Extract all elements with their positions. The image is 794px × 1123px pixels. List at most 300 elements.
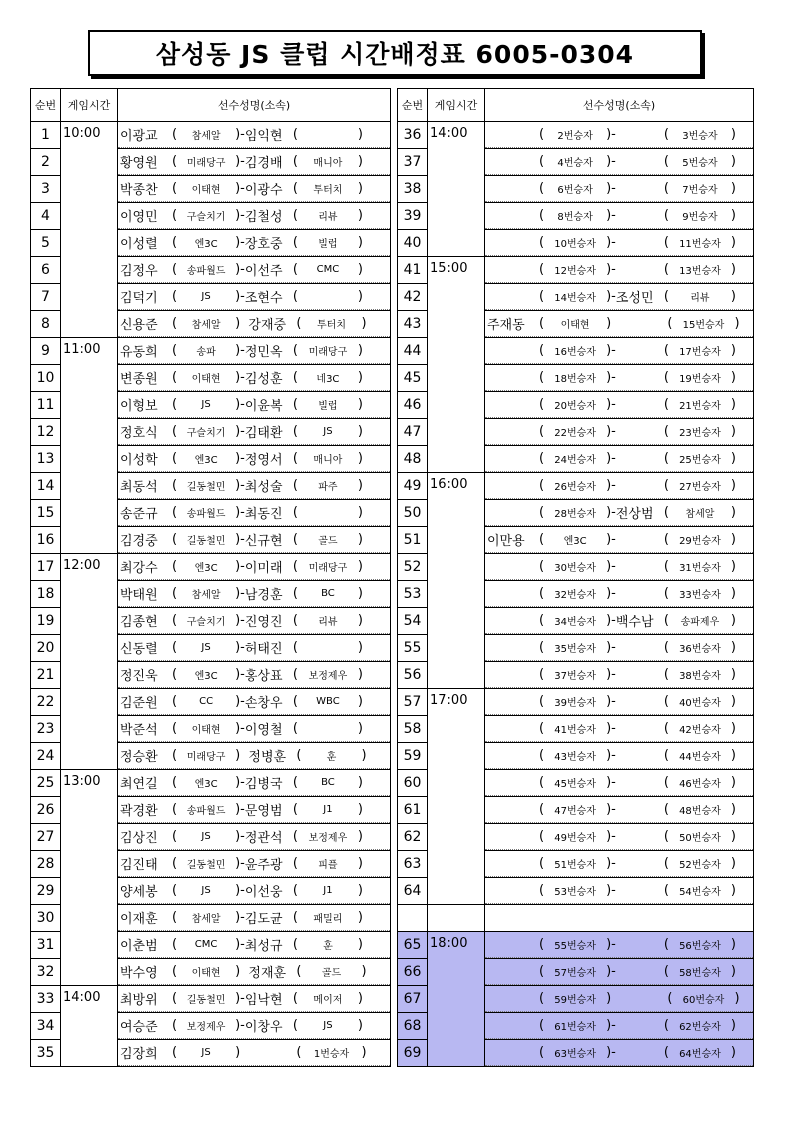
game-players: [118, 554, 391, 581]
paren-open: (: [292, 829, 298, 844]
paren-open: (: [172, 694, 178, 709]
paren-open: (: [292, 802, 298, 817]
players-line: [485, 500, 753, 526]
paren-open: (: [539, 289, 545, 304]
player-1-name: 이만용: [487, 534, 525, 549]
players-line: [485, 932, 753, 958]
player-1-name: 주재동: [487, 318, 525, 333]
paren-open: (: [172, 856, 178, 871]
paren-open: (: [172, 667, 178, 682]
player-1-club: 10번승자: [554, 239, 596, 250]
player-2-name: 이선웅: [244, 885, 283, 900]
player-1-club: 이태현: [191, 968, 221, 979]
player-1-club: 28번승자: [554, 509, 596, 520]
paren-open: (: [292, 991, 298, 1006]
player-1-club: 송파월드: [186, 266, 226, 277]
player-2-name: 김성훈: [244, 372, 283, 387]
paren-open: (: [539, 343, 545, 358]
paren-open: (: [292, 208, 298, 223]
player-2-club: 60번승자: [682, 995, 725, 1006]
paren-open: (: [663, 964, 669, 979]
game-players: [485, 581, 754, 608]
game-number: 25: [31, 770, 61, 797]
paren-close: ): [730, 829, 736, 844]
header-no: 순번: [31, 89, 61, 122]
game-number: 8: [31, 311, 61, 338]
player-1-club: 6번승자: [557, 185, 593, 196]
paren-close-dash: )-: [235, 208, 245, 223]
paren-open: (: [292, 856, 298, 871]
players-line: [118, 770, 390, 796]
players-line: [485, 419, 753, 445]
player-1-name: 김정우: [120, 264, 158, 279]
game-players: [485, 176, 754, 203]
players-line: [485, 149, 753, 175]
player-2-club: 빌럽: [318, 239, 338, 250]
player-2-name: 진영진: [244, 615, 283, 630]
paren-open: (: [663, 451, 669, 466]
paren-close-dash: )-: [606, 532, 616, 547]
paren-open: (: [172, 937, 178, 952]
game-number: 12: [31, 419, 61, 446]
paren-close-dash: ): [235, 964, 249, 979]
game-players: [485, 797, 754, 824]
game-number: 1: [31, 122, 61, 149]
player-2-club: 42번승자: [679, 725, 721, 736]
game-players: [485, 203, 754, 230]
paren-open: (: [172, 829, 178, 844]
paren-close: ): [730, 802, 736, 817]
player-2-club: JS: [323, 1020, 333, 1031]
players-line: [485, 176, 753, 202]
paren-close-dash: )-: [235, 721, 245, 736]
player-2-club: 64번승자: [679, 1049, 721, 1060]
game-players: [118, 581, 391, 608]
game-number: 63: [398, 851, 428, 878]
player-2-name: 이광수: [244, 183, 283, 198]
player-1-name: 이재훈: [120, 912, 158, 927]
player-1-club: 63번승자: [554, 1049, 596, 1060]
game-time: 11:00: [61, 338, 118, 554]
players-line: [485, 473, 753, 499]
players-line: [485, 446, 753, 472]
game-players: [485, 149, 754, 176]
game-time: 12:00: [61, 554, 118, 770]
player-2-club: 31번승자: [679, 563, 721, 574]
paren-close: ): [730, 478, 736, 493]
game-row: [398, 473, 754, 500]
players-line: [118, 662, 390, 688]
paren-open: (: [172, 586, 178, 601]
paren-open: (: [539, 775, 545, 790]
player-2-name: 손창우: [244, 696, 283, 711]
players-line: [485, 743, 753, 769]
header-no: 순번: [398, 89, 428, 122]
player-1-club: 송파월드: [186, 509, 226, 520]
player-1-name: 최강수: [120, 561, 158, 576]
paren-open: (: [292, 883, 298, 898]
paren-close-dash: )-: [235, 802, 245, 817]
game-players: [118, 851, 391, 878]
player-1-club: JS: [201, 399, 211, 410]
players-line: [118, 851, 390, 877]
paren-open: (: [172, 532, 178, 547]
game-players: [118, 743, 391, 770]
player-1-name: 송준규: [120, 507, 158, 522]
paren-close-dash: )-: [235, 532, 245, 547]
paren-open: (: [539, 721, 545, 736]
paren-close-dash: )-: [606, 640, 616, 655]
game-number: 18: [31, 581, 61, 608]
paren-open: (: [296, 964, 302, 979]
player-2-name: 이미래: [244, 561, 283, 576]
player-2-name: 이선주: [244, 264, 283, 279]
player-1-club: 4번승자: [557, 158, 593, 169]
player-2-club: 파주: [318, 482, 338, 493]
paren-close: ): [730, 127, 736, 142]
game-number: 4: [31, 203, 61, 230]
game-players: [118, 446, 391, 473]
paren-close: ): [357, 694, 363, 709]
paren-close: ): [357, 937, 363, 952]
schedule-table-right: [397, 88, 754, 1067]
player-1-club: 35번승자: [554, 644, 596, 655]
paren-close-dash: )-: [235, 181, 245, 196]
player-2-club: 참세알: [685, 509, 715, 520]
game-players: [118, 770, 391, 797]
paren-close-dash: )-: [235, 910, 245, 925]
paren-open: (: [292, 937, 298, 952]
game-number: 56: [398, 662, 428, 689]
game-number: 34: [31, 1013, 61, 1040]
game-number: 3: [31, 176, 61, 203]
game-number: 67: [398, 986, 428, 1013]
paren-close-dash: )-: [235, 370, 245, 385]
player-2-club: 40번승자: [679, 698, 721, 709]
game-number: [398, 905, 428, 932]
player-2-name: 신규현: [244, 534, 283, 549]
paren-close-dash: )-: [606, 586, 616, 601]
paren-close: ): [357, 883, 363, 898]
game-row: [398, 257, 754, 284]
player-1-name: 여승준: [120, 1020, 158, 1035]
player-1-club: 47번승자: [554, 806, 596, 817]
game-number: 52: [398, 554, 428, 581]
paren-close-dash: )-: [235, 667, 245, 682]
player-1-club: 61번승자: [554, 1022, 596, 1033]
player-2-name: 이영철: [244, 723, 283, 738]
paren-close-dash: ): [606, 991, 620, 1006]
players-line: [485, 689, 753, 715]
players-line: [118, 284, 390, 310]
paren-close-dash: ): [235, 1045, 249, 1060]
player-2-club: BC: [321, 588, 335, 599]
paren-close-dash: )-: [235, 856, 245, 871]
paren-close-dash: )-: [235, 343, 245, 358]
paren-close: ): [357, 829, 363, 844]
game-row: [31, 338, 391, 365]
paren-open: (: [172, 559, 178, 574]
game-number: 36: [398, 122, 428, 149]
player-1-club: 55번승자: [554, 941, 596, 952]
player-1-club: 길동철민: [186, 995, 226, 1006]
paren-open: (: [292, 910, 298, 925]
game-row: [398, 932, 754, 959]
player-2-club: 투터치: [313, 185, 343, 196]
game-number: 15: [31, 500, 61, 527]
game-players: [485, 473, 754, 500]
player-2-club: 54번승자: [679, 887, 721, 898]
paren-open: (: [172, 802, 178, 817]
players-line: [485, 365, 753, 391]
paren-open: (: [539, 829, 545, 844]
paren-open: (: [663, 370, 669, 385]
player-2-club: 13번승자: [679, 266, 721, 277]
player-2-club: 46번승자: [679, 779, 721, 790]
game-number: 59: [398, 743, 428, 770]
empty-row: [398, 905, 754, 932]
paren-close-dash: )-: [606, 424, 616, 439]
game-players: [485, 770, 754, 797]
paren-open: (: [539, 208, 545, 223]
paren-open: (: [172, 343, 178, 358]
game-time: 10:00: [61, 122, 118, 338]
paren-close-dash: )-: [235, 883, 245, 898]
paren-open: (: [172, 289, 178, 304]
game-players: [118, 500, 391, 527]
paren-open: (: [292, 397, 298, 412]
player-2-club: 56번승자: [679, 941, 721, 952]
paren-close: ): [361, 316, 367, 331]
game-number: 22: [31, 689, 61, 716]
player-1-club: 송파월드: [186, 806, 226, 817]
player-2-club: 메이저: [313, 995, 343, 1006]
paren-open: (: [172, 154, 178, 169]
player-2-club: WBC: [316, 696, 340, 707]
paren-open: (: [663, 775, 669, 790]
paren-close: ): [730, 451, 736, 466]
paren-close: ): [357, 802, 363, 817]
player-2-club: 리뷰: [318, 212, 338, 223]
player-1-name: 김진태: [120, 858, 158, 873]
paren-close: ): [357, 343, 363, 358]
paren-open: (: [292, 262, 298, 277]
players-line: [118, 689, 390, 715]
players-line: [118, 176, 390, 202]
page-title: 삼성동 JS 클럽 시간배정표 6005-0304: [88, 30, 702, 76]
game-number: 53: [398, 581, 428, 608]
player-2-club: J1: [323, 885, 333, 896]
paren-close-dash: )-: [235, 289, 245, 304]
game-players: [485, 338, 754, 365]
paren-close: ): [357, 127, 363, 142]
game-number: 7: [31, 284, 61, 311]
paren-open: (: [539, 964, 545, 979]
player-2-club: 1번승자: [313, 1049, 350, 1060]
paren-close: ): [357, 856, 363, 871]
paren-open: (: [172, 316, 178, 331]
game-players: [485, 230, 754, 257]
player-2-name: 조성민: [615, 291, 654, 306]
player-1-club: 엔3C: [194, 563, 218, 574]
players-line: [118, 230, 390, 256]
game-number: 65: [398, 932, 428, 959]
paren-open: (: [172, 235, 178, 250]
player-2-club: 리뷰: [318, 617, 338, 628]
players-line: [485, 608, 753, 634]
paren-close: ): [730, 856, 736, 871]
game-number: 29: [31, 878, 61, 905]
players-line: [485, 959, 753, 985]
player-1-club: 미래당구: [186, 158, 226, 169]
players-line: [118, 257, 390, 283]
paren-close-dash: )-: [235, 424, 245, 439]
game-players: [118, 878, 391, 905]
paren-open: (: [663, 208, 669, 223]
paren-open: (: [539, 1018, 545, 1033]
game-row: [31, 986, 391, 1013]
player-1-name: 이광교: [120, 129, 158, 144]
paren-open: (: [292, 181, 298, 196]
player-2-club: 21번승자: [679, 401, 721, 412]
paren-open: (: [539, 694, 545, 709]
paren-open: (: [172, 397, 178, 412]
players-line: [485, 203, 753, 229]
paren-close-dash: )-: [235, 829, 245, 844]
paren-open: (: [292, 127, 298, 142]
player-2-club: 3번승자: [682, 131, 718, 142]
game-players: [485, 257, 754, 284]
paren-open: (: [663, 154, 669, 169]
player-2-name: 정관석: [244, 831, 283, 846]
player-1-name: 박태원: [120, 588, 158, 603]
paren-close: ): [730, 883, 736, 898]
player-1-club: 송파: [196, 347, 216, 358]
paren-open: (: [292, 640, 298, 655]
paren-close-dash: )-: [606, 289, 616, 304]
players-line: [118, 743, 390, 769]
game-players: [485, 743, 754, 770]
game-number: 33: [31, 986, 61, 1013]
player-1-club: 2번승자: [557, 131, 593, 142]
players-line: [485, 527, 753, 553]
game-players: [118, 608, 391, 635]
paren-close-dash: )-: [606, 775, 616, 790]
game-players: [118, 230, 391, 257]
paren-open: (: [539, 937, 545, 952]
player-1-club: 이태현: [191, 185, 221, 196]
player-2-name: 정재훈: [248, 966, 287, 981]
game-number: 9: [31, 338, 61, 365]
players-line: [118, 419, 390, 445]
paren-close: ): [357, 991, 363, 1006]
player-1-club: 45번승자: [554, 779, 596, 790]
players-line: [118, 608, 390, 634]
paren-open: (: [539, 127, 545, 142]
player-2-club: 58번승자: [679, 968, 721, 979]
paren-open: (: [292, 370, 298, 385]
player-2-club: 36번승자: [679, 644, 721, 655]
player-1-club: 엔3C: [563, 536, 587, 547]
paren-open: (: [539, 613, 545, 628]
paren-close: ): [361, 748, 367, 763]
game-players: [118, 932, 391, 959]
player-1-club: CMC: [194, 939, 218, 950]
game-number: 68: [398, 1013, 428, 1040]
paren-open: (: [292, 289, 298, 304]
paren-open: (: [292, 235, 298, 250]
paren-close: ): [730, 424, 736, 439]
player-2-club: 33번승자: [679, 590, 721, 601]
paren-close-dash: ): [235, 748, 249, 763]
paren-open: (: [172, 505, 178, 520]
player-1-club: 20번승자: [554, 401, 596, 412]
player-1-name: 박수영: [120, 966, 158, 981]
header-row: [398, 89, 754, 122]
paren-open: (: [539, 451, 545, 466]
player-2-name: 전상범: [615, 507, 654, 522]
player-2-club: 매니아: [313, 158, 343, 169]
player-1-name: 양세봉: [120, 885, 158, 900]
player-1-club: JS: [201, 831, 211, 842]
player-1-club: 이태현: [560, 320, 590, 331]
game-players: [118, 338, 391, 365]
players-line: [485, 635, 753, 661]
paren-close: ): [357, 289, 363, 304]
player-2-club: 52번승자: [679, 860, 721, 871]
game-time: 18:00: [428, 932, 485, 1067]
game-number: 10: [31, 365, 61, 392]
player-1-name: 김장희: [120, 1047, 158, 1062]
player-1-club: 37번승자: [554, 671, 596, 682]
game-number: 61: [398, 797, 428, 824]
paren-close: ): [357, 424, 363, 439]
game-players: [118, 311, 391, 338]
paren-open: (: [539, 532, 545, 547]
game-row: [398, 689, 754, 716]
paren-close: ): [730, 721, 736, 736]
player-1-club: 59번승자: [554, 995, 596, 1006]
paren-close: ): [357, 505, 363, 520]
paren-close-dash: )-: [606, 964, 616, 979]
game-players: [485, 446, 754, 473]
player-1-name: 김종현: [120, 615, 158, 630]
paren-open: (: [539, 1045, 545, 1060]
paren-open: (: [663, 586, 669, 601]
paren-open: (: [539, 559, 545, 574]
paren-close: ): [357, 613, 363, 628]
paren-close: ): [357, 397, 363, 412]
player-2-club: 훈: [323, 941, 333, 952]
player-1-club: 51번승자: [554, 860, 596, 871]
paren-open: (: [667, 316, 673, 331]
players-line: [118, 122, 390, 148]
paren-close: ): [361, 1045, 367, 1060]
paren-open: (: [292, 532, 298, 547]
paren-open: (: [663, 721, 669, 736]
paren-close-dash: )-: [606, 802, 616, 817]
player-2-club: 매니아: [313, 455, 343, 466]
player-1-club: 이태현: [191, 725, 221, 736]
players-line: [118, 797, 390, 823]
players-line: [118, 824, 390, 850]
players-line: [118, 635, 390, 661]
players-line: [485, 986, 753, 1012]
paren-close: ): [357, 208, 363, 223]
paren-open: (: [539, 748, 545, 763]
game-players: [485, 284, 754, 311]
player-2-club: 62번승자: [679, 1022, 721, 1033]
